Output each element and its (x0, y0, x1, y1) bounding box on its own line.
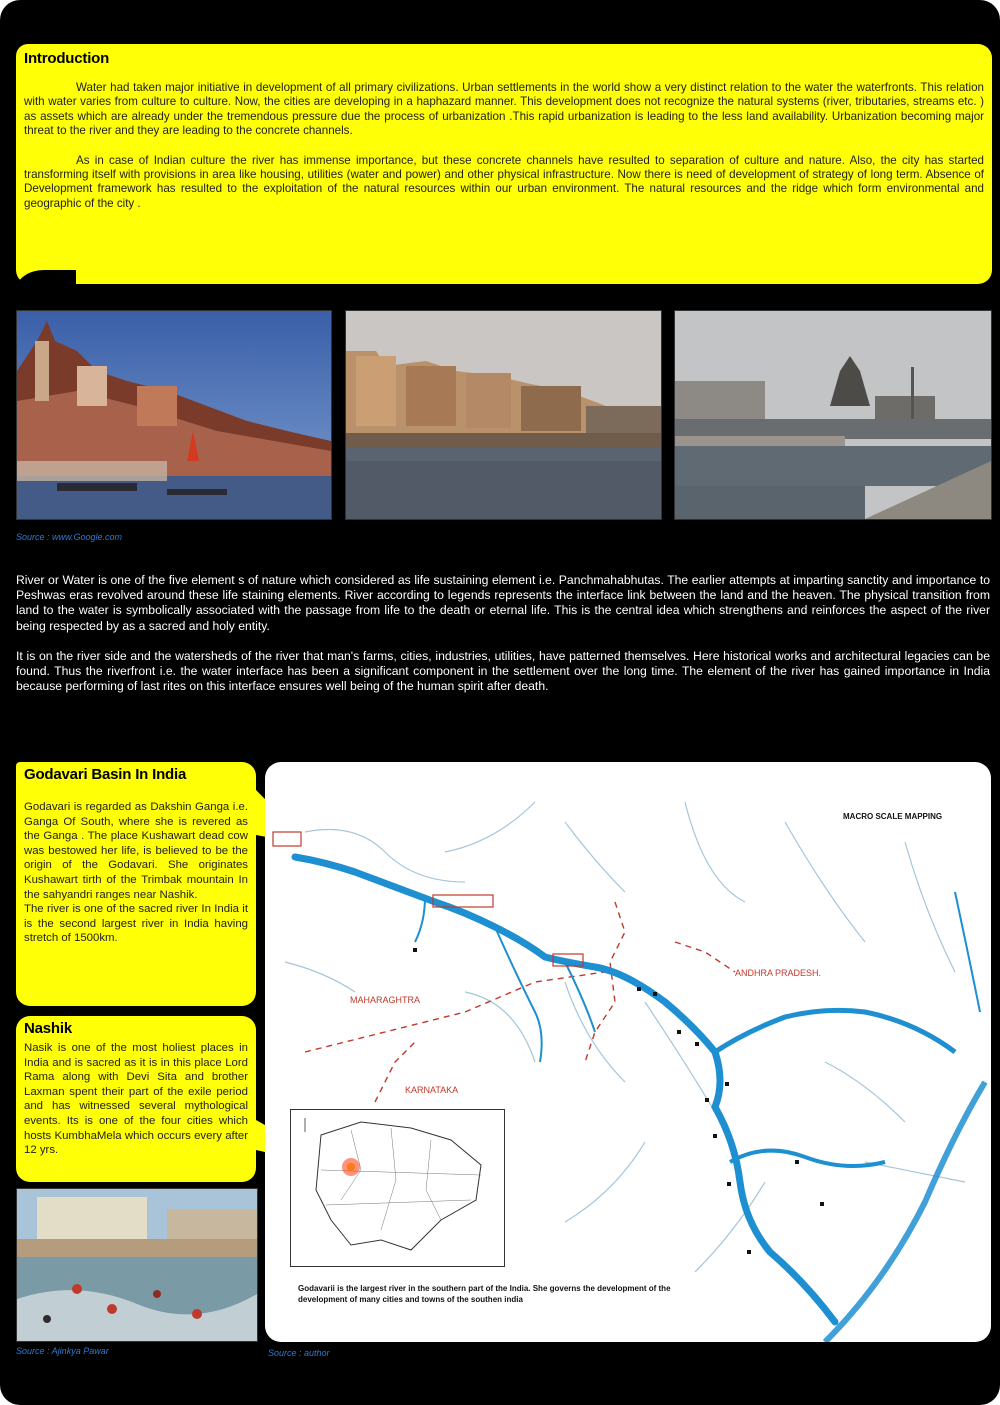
body-paragraph-2: It is on the river side and the watersheds of the river that man's farms, cities, industries, utilities, have patterned themselves. Here historical works and architectural legacies can be found. Thus the riverfront i.e. the water interface has been a significant component in the settlement over the long time. The element of the river has gained importance in India because performing of last rites on this interface ensures well being of the human spirit after death. (16, 648, 990, 694)
label-maharashtra: MAHARAGHTRA (350, 995, 421, 1005)
map-source: Source : author (268, 1348, 330, 1358)
godavari-text-1: Godavari is regarded as Dakshin Ganga i.e. Ganga Of South, where she is revered as the Ganga . The place Kushawart dead cow was bestowed her life, is believed to be the origin of the Godavari. She originates Kushawart tirth of the Trimbak mountain In the sahyandri ranges near Nashik. (24, 801, 248, 901)
label-karnataka: KARNATAKA (405, 1085, 459, 1095)
nashik-text: Nasik is one of the most holiest places in India and is sacred as it is in this place Lord Rama along with Devi Sita and brother Laxman spent their part of the exile period and has witnessed several mythological events. Its is one of the four cities which hosts KumbhaMela which occurs every after 12 yrs. (24, 1042, 248, 1157)
macro-map (265, 762, 991, 1342)
label-andhra-pradesh: ANDHRA PRADESH. (735, 968, 822, 978)
map-caption: Godavarii is the largest river in the southern part of the India. She governs the development of the development of many cities and towns of the southen india (298, 1284, 671, 1304)
nashik-photo-source: Source : Ajinkya Pawar (16, 1346, 109, 1356)
map-title: MACRO SCALE MAPPING (843, 812, 943, 821)
intro-paragraph-2: As in case of Indian culture the river has immense importance, but these concrete channels have resulted to separation of culture and nature. Also, the city has started transforming itself with provisions in area like housing, utilities (water and power) and other physical infrastructure. Now there is need of development of strategy of long term. Absence of Development framework has resulted to the exploitation of the natural resources within our urban environment. The natural resources and the ridge which form environmental and geographic of the city . (24, 153, 984, 210)
intro-paragraph-1: Water had taken major initiative in development of all primary civilizations. Urban settlements in the world show a very distinct relation to the water the waterfronts. This relation with water varies from culture to culture. Now, the cities are developing in a haphazard manner. This development does not recognize the natural systems (river, tributaries, streams etc. ) as assets which are already under the tremendous pressure due the process of urbanization .This rapid urbanization is leading to the less land availability. Urbanization becoming major threat to the river and they are leading to the concrete channels. (24, 81, 984, 138)
godavari-heading: Godavari Basin In India (24, 766, 187, 783)
godavari-text-2: The river is one of the sacred river In India it is the second largest river in India having stretch of 1500km. (24, 903, 248, 945)
body-paragraph-1: River or Water is one of the five element s of nature which considered as life sustaining element i.e. Panchmahabhutas. The earlier attempts at imparting sanctity and importance to Peshwas eras revolved around these life staining elements. River according to legends represents the interface link between the land and the heaven. The physical transition from land to the water is symbolically associated with the passage from life to the death or eternal life. This is the central idea which strengthens and reinforces the aspect of the river being respected by as a sacred and holy entity. (16, 573, 990, 633)
photos-source: Source : www.Google.com (16, 532, 123, 542)
intro-heading: Introduction (24, 50, 110, 67)
nashik-heading: Nashik (24, 1020, 72, 1037)
maharashtra-inset-map (290, 1109, 505, 1267)
